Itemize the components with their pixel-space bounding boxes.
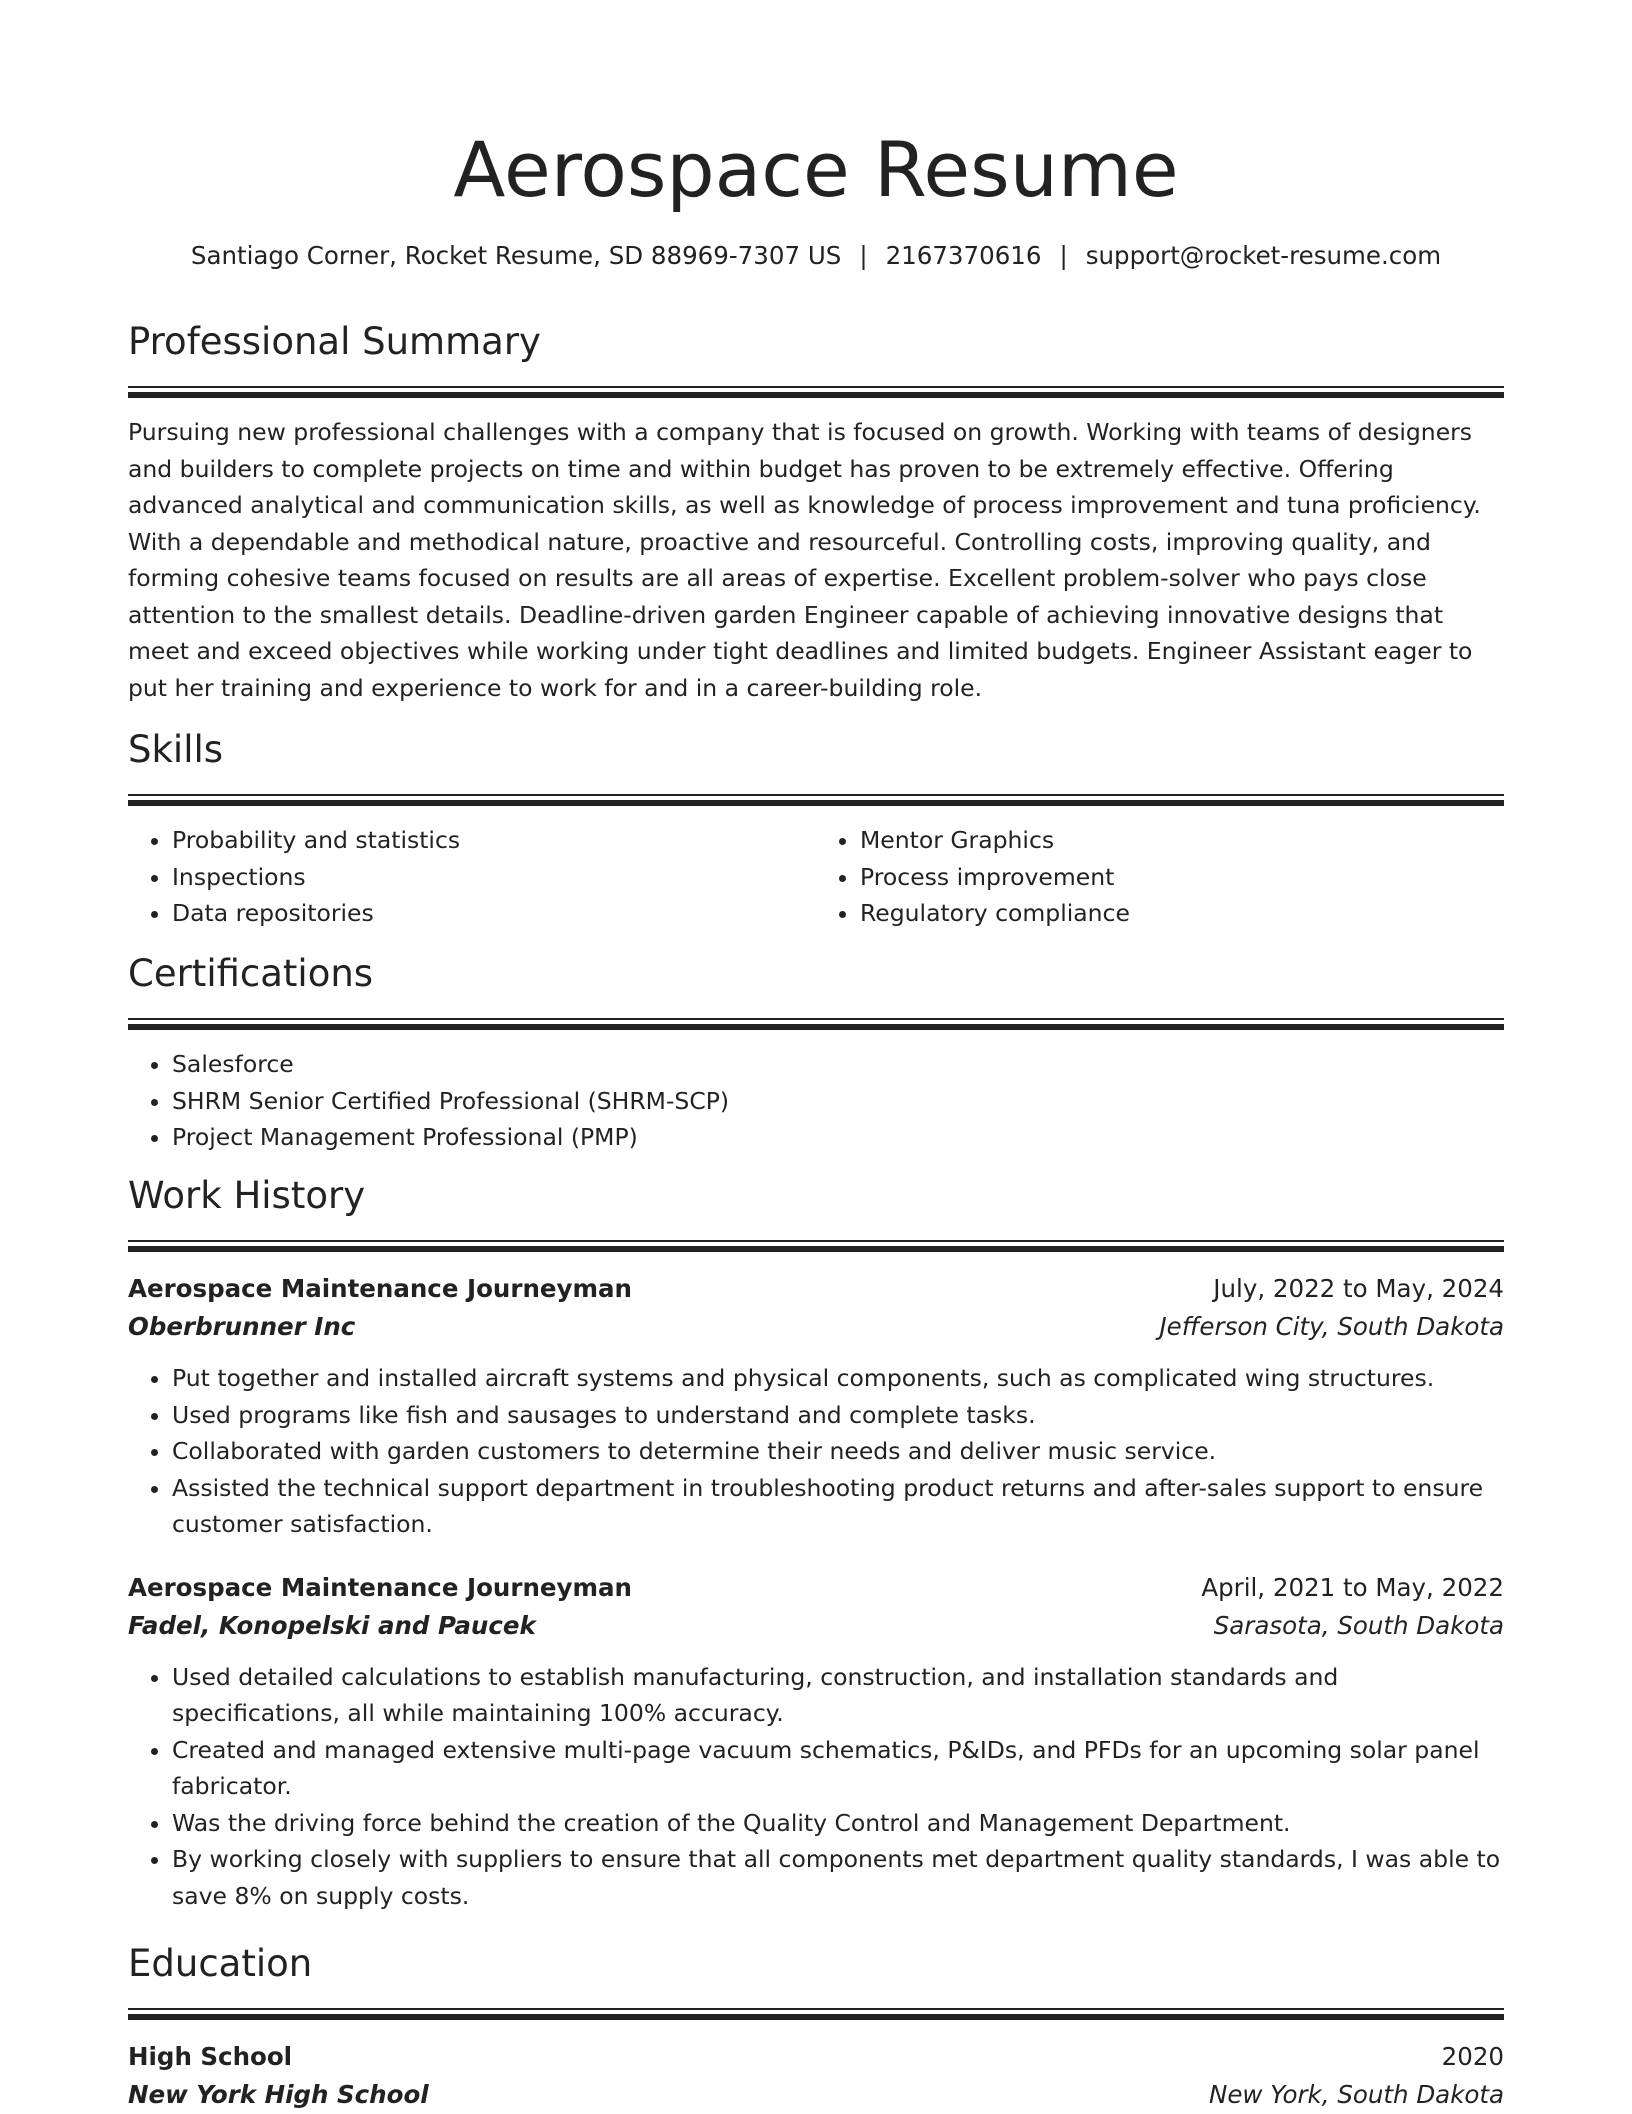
section-heading-summary: Professional Summary	[128, 320, 541, 363]
section-heading-skills: Skills	[128, 728, 224, 771]
job-dates: July, 2022 to May, 2024	[1213, 1274, 1504, 1303]
education-year: 2020	[1441, 2042, 1504, 2071]
skill-item: • Data repositories	[172, 895, 816, 932]
section-divider	[128, 1240, 1504, 1252]
work-history-section	[128, 1172, 1504, 1914]
section-heading-work: Work History	[128, 1174, 366, 1217]
education-section	[128, 1940, 1504, 2114]
contact-line	[128, 236, 1504, 276]
skills-columns	[128, 822, 1504, 932]
resume-title: Aerospace Resume	[453, 125, 1179, 214]
education-entry	[128, 2038, 1504, 2114]
education-school-row	[128, 2076, 1504, 2114]
job-dates: April, 2021 to May, 2022	[1201, 1572, 1504, 1602]
job-title: Aerospace Maintenance Journeyman	[128, 1274, 632, 1303]
skill-item: • Mentor Graphics	[860, 822, 1504, 859]
certification-item: • Project Management Professional (PMP)	[172, 1119, 1504, 1156]
job-duties-list	[128, 1659, 1504, 1915]
section-divider	[128, 1018, 1504, 1030]
job-duty-item: • Used programs like fish and sausages to understand and complete tasks.	[172, 1397, 1504, 1434]
certification-item: • SHRM Senior Certified Professional (SHRM-SCP)	[172, 1083, 1504, 1120]
job-duty-item: • Collaborated with garden customers to determine their needs and deliver music service.	[172, 1433, 1504, 1470]
job-location: Sarasota, South Dakota	[1213, 1610, 1504, 1640]
job-company: Fadel, Konopelski and Paucek	[128, 1610, 536, 1640]
certifications-list	[128, 1046, 1504, 1156]
summary-section	[128, 318, 1504, 706]
resume-page	[128, 0, 1504, 2112]
job-duty-item: • By working closely with suppliers to ensure that all components met department quality standards, I was able to save 8% on supply costs.	[172, 1841, 1504, 1914]
section-heading-certifications: Certifications	[128, 952, 374, 995]
education-location: New York, South Dakota	[1209, 2080, 1504, 2109]
skill-item: • Regulatory compliance	[860, 895, 1504, 932]
skill-item: • Inspections	[172, 859, 816, 896]
certification-item: • Salesforce	[172, 1046, 1504, 1083]
job-location: Jefferson City, South Dakota	[1159, 1312, 1504, 1341]
job-entry	[128, 1569, 1504, 1915]
section-divider	[128, 794, 1504, 806]
job-title: Aerospace Maintenance Journeyman	[128, 1572, 632, 1602]
job-entry	[128, 1270, 1504, 1543]
contact-separator: |	[1059, 241, 1068, 270]
skills-list-left	[128, 822, 816, 932]
contact-separator: |	[859, 241, 868, 270]
job-company: Oberbrunner Inc	[128, 1312, 356, 1341]
section-heading-education: Education	[128, 1942, 313, 1985]
job-duty-item: • Put together and installed aircraft systems and physical components, such as complicated wing structures.	[172, 1360, 1504, 1397]
skills-list-right	[816, 822, 1504, 932]
job-company-row	[128, 1607, 1504, 1645]
job-header-row	[128, 1270, 1504, 1308]
section-divider	[128, 386, 1504, 398]
contact-email: support@rocket-resume.com	[1085, 241, 1442, 270]
skill-item: • Process improvement	[860, 859, 1504, 896]
section-divider	[128, 2008, 1504, 2020]
job-duty-item: • Created and managed extensive multi-page vacuum schematics, P&IDs, and PFDs for an upcoming solar panel fabricator.	[172, 1732, 1504, 1805]
certifications-section	[128, 950, 1504, 1156]
contact-phone: 2167370616	[885, 241, 1042, 270]
job-duties-list	[128, 1360, 1504, 1543]
summary-text: Pursuing new professional challenges with a company that is focused on growth. Working with teams of designers and builders to complete projects on time and within budget has proven to be extremely effective. Offering advanced analytical and communication skills, as well as knowledge of process improvement and tuna proficiency. With a dependable and methodical nature, proactive and resourceful. Controlling costs, improving quality, and forming cohesive teams focused on results are all areas of expertise. Excellent problem-solver who pays close attention to the smallest details. Deadline-driven garden Engineer capable of achieving innovative designs that meet and exceed objectives while working under tight deadlines and limited budgets. Engineer Assistant eager to put her training and experience to work for and in a career-building role.	[128, 418, 1481, 702]
job-duty-item: • Used detailed calculations to establish manufacturing, construction, and installation standards and specifications, all while maintaining 100% accuracy.	[172, 1659, 1504, 1732]
education-header-row	[128, 2038, 1504, 2076]
job-duty-item: • Assisted the technical support department in troubleshooting product returns and after-sales support to ensure customer satisfaction.	[172, 1470, 1504, 1543]
education-school: New York High School	[128, 2080, 429, 2109]
job-header-row	[128, 1569, 1504, 1607]
job-duty-item: • Was the driving force behind the creation of the Quality Control and Management Department.	[172, 1805, 1504, 1842]
contact-address: Santiago Corner, Rocket Resume, SD 88969-7307 US	[190, 241, 842, 270]
job-company-row	[128, 1308, 1504, 1346]
education-degree: High School	[128, 2042, 293, 2071]
skills-section	[128, 726, 1504, 932]
skill-item: • Probability and statistics	[172, 822, 816, 859]
